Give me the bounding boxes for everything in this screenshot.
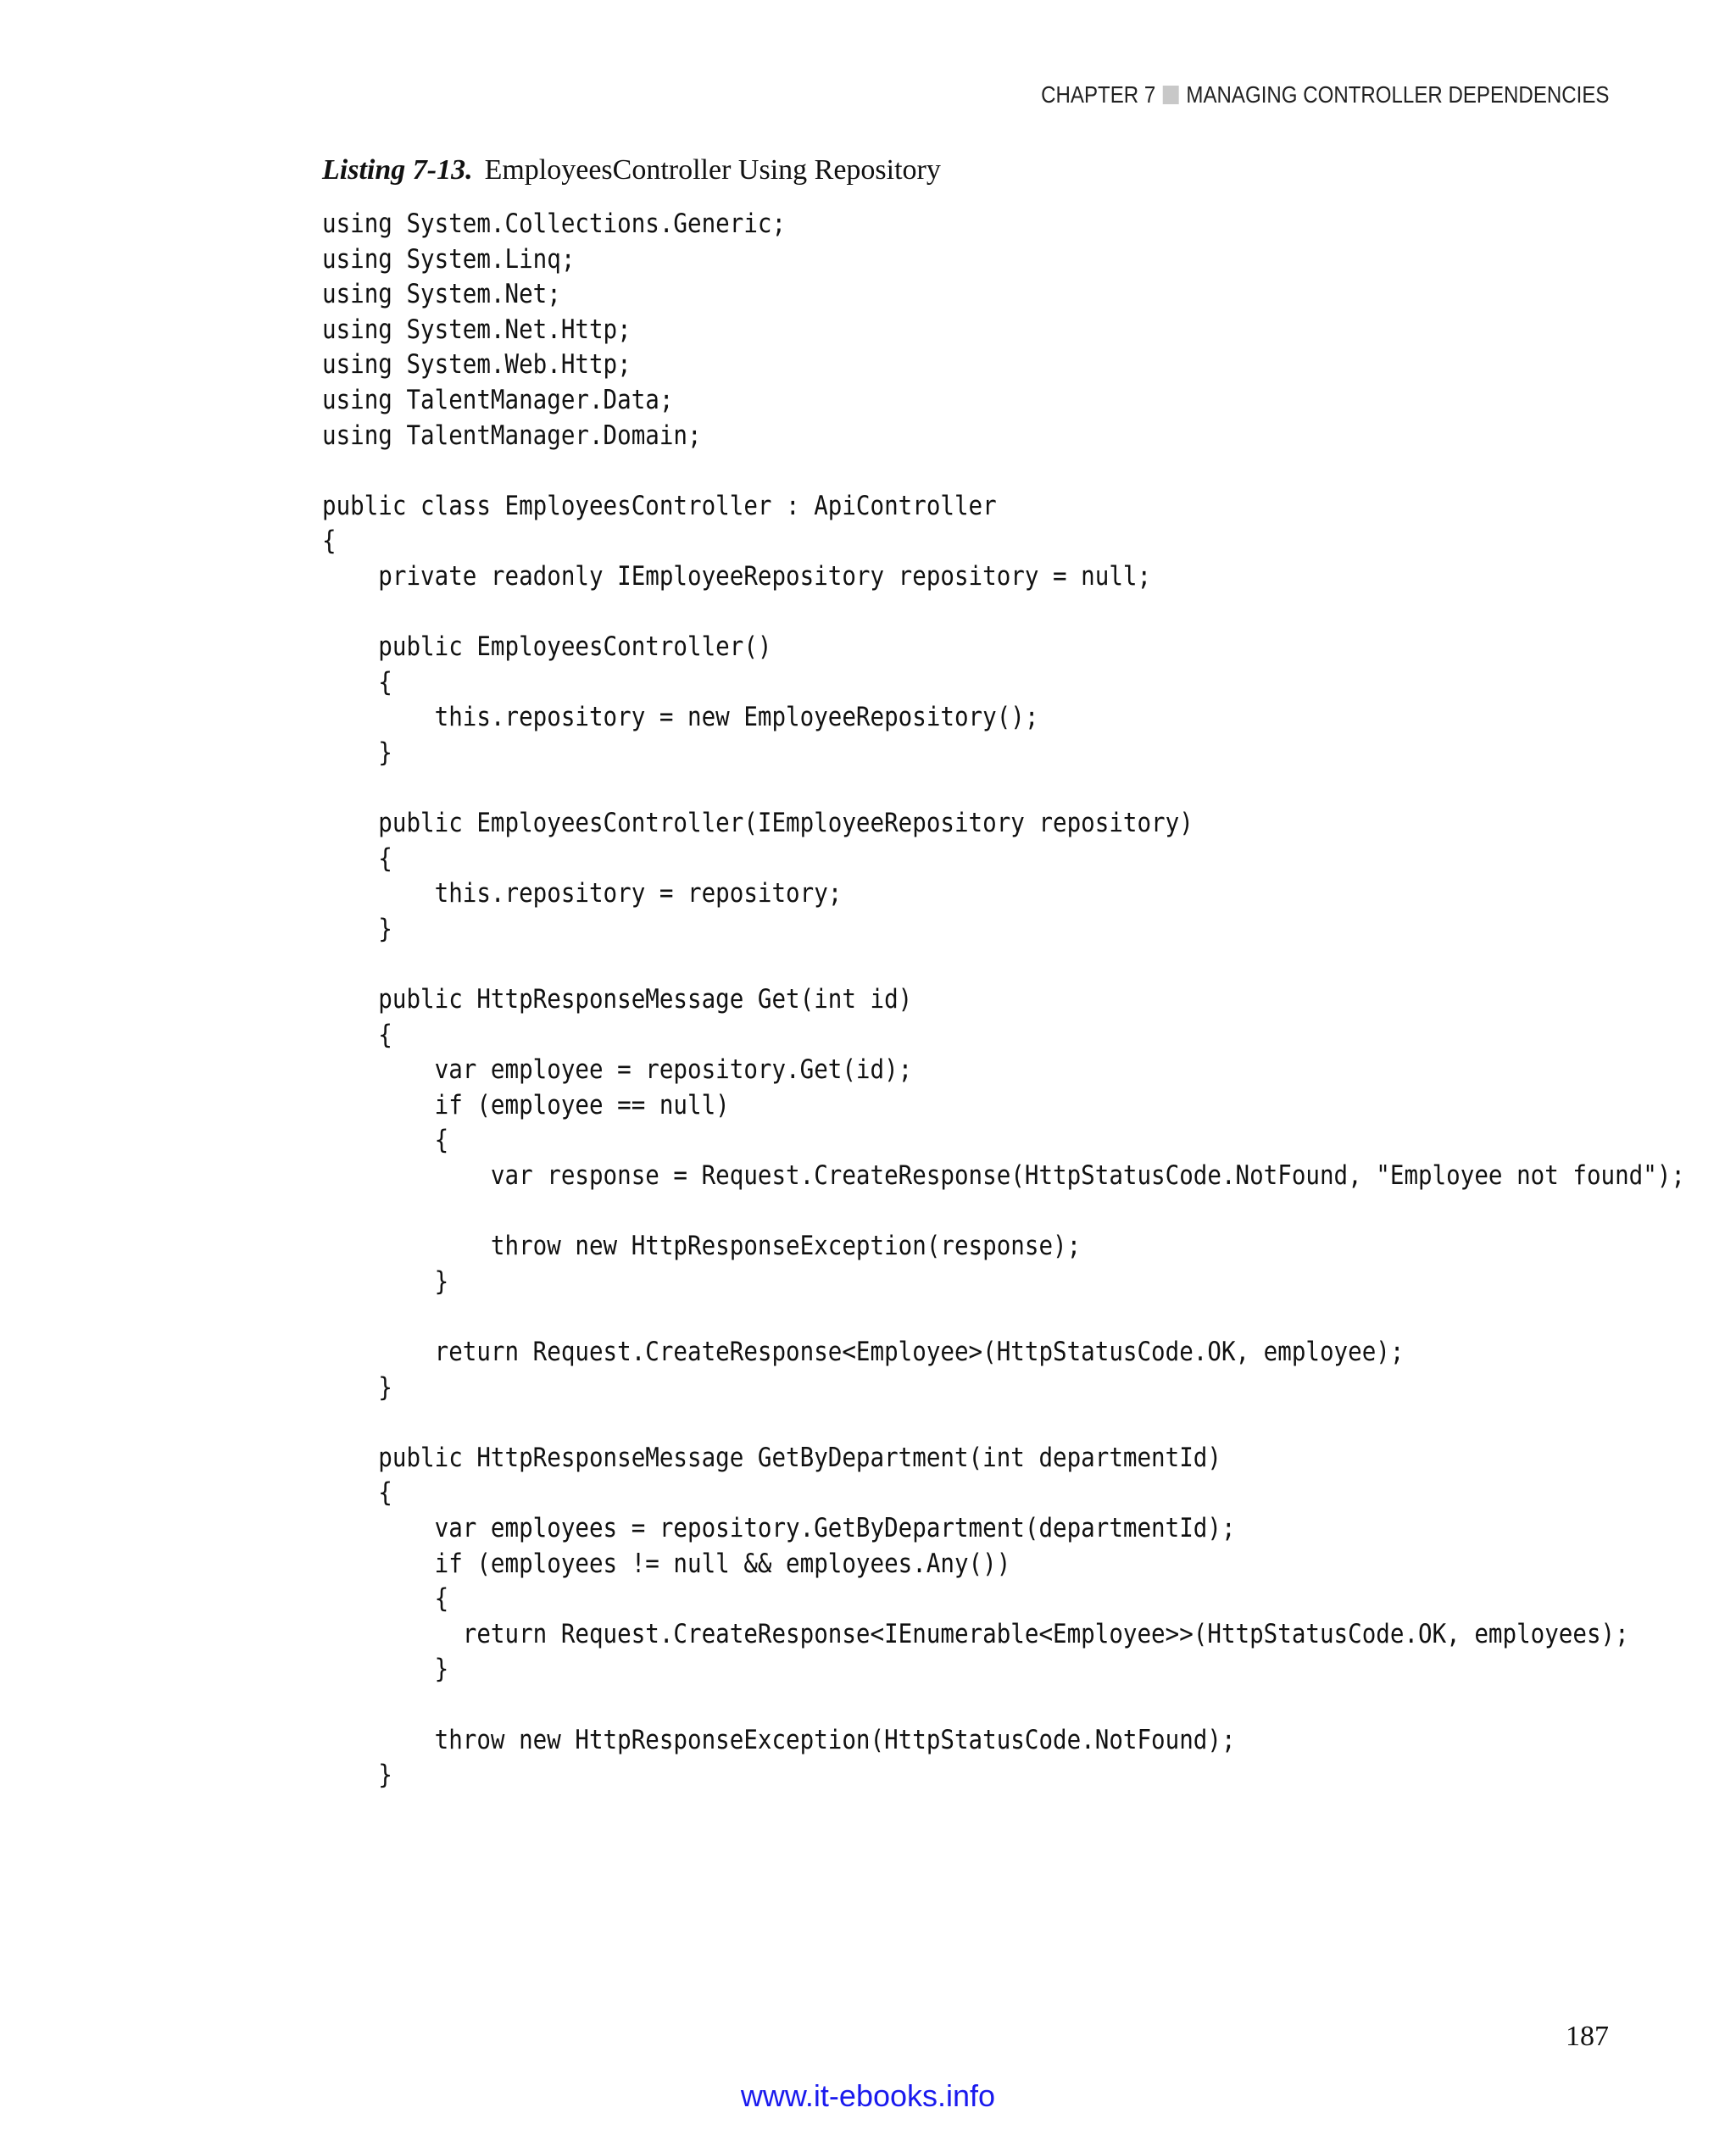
code-line — [322, 771, 1685, 807]
code-line: this.repository = repository; — [322, 878, 843, 909]
code-line: private readonly IEmployeeRepository repository = null; — [322, 560, 1152, 592]
code-line — [322, 1688, 1685, 1723]
code-line: var response = Request.CreateResponse(HttpStatusCode.NotFound, "Employee not found"); — [322, 1160, 1685, 1192]
header-separator-square-icon — [1162, 86, 1178, 104]
code-line: { — [322, 666, 392, 698]
code-line: if (employees != null && employees.Any()) — [322, 1548, 1011, 1579]
code-line: public class EmployeesController : ApiController — [322, 490, 997, 521]
code-line: public EmployeesController(IEmployeeRepository repository) — [322, 808, 1194, 839]
code-line: using TalentManager.Data; — [322, 384, 674, 415]
code-line: public HttpResponseMessage Get(int id) — [322, 984, 913, 1015]
code-line — [322, 947, 1685, 982]
code-line: return Request.CreateResponse<Employee>(HttpStatusCode.OK, employee); — [322, 1337, 1405, 1367]
code-line: using System.Linq; — [322, 243, 576, 275]
code-line: { — [322, 1125, 449, 1156]
code-line: using System.Collections.Generic; — [322, 209, 787, 239]
code-line: } — [322, 1760, 392, 1791]
code-line — [322, 1405, 1685, 1441]
code-line — [322, 595, 1685, 631]
code-line: { — [322, 1477, 392, 1509]
code-line: } — [322, 1371, 392, 1403]
code-line: using System.Web.Http; — [322, 349, 632, 381]
code-line: using TalentManager.Domain; — [322, 420, 702, 451]
code-line: return Request.CreateResponse<IEnumerable<Employee>>(HttpStatusCode.OK, employees); — [322, 1618, 1629, 1649]
code-line: var employee = repository.Get(id); — [322, 1054, 913, 1086]
code-line — [322, 1194, 1685, 1230]
code-line: { — [322, 842, 392, 874]
running-header — [1041, 81, 1609, 108]
code-line: { — [322, 1583, 449, 1615]
footer-website-link[interactable]: www.it-ebooks.info — [740, 2078, 996, 2113]
code-line: } — [322, 737, 392, 768]
code-listing — [322, 207, 1685, 1793]
chapter-title: MANAGING CONTROLLER DEPENDENCIES — [1185, 81, 1609, 108]
code-line: } — [322, 913, 392, 944]
code-line: this.repository = new EmployeeRepository(); — [322, 702, 1039, 733]
code-line — [322, 1299, 1685, 1335]
listing-caption — [322, 154, 941, 186]
code-line: } — [322, 1265, 449, 1297]
code-line: using System.Net.Http; — [322, 314, 632, 345]
code-line: if (employee == null) — [322, 1089, 730, 1121]
code-line: throw new HttpResponseException(HttpStatusCode.NotFound); — [322, 1724, 1236, 1755]
code-line: } — [322, 1654, 449, 1685]
code-line: throw new HttpResponseException(response); — [322, 1231, 1082, 1262]
code-line: using System.Net; — [322, 279, 561, 310]
code-line: var employees = repository.GetByDepartment(departmentId); — [322, 1512, 1236, 1543]
listing-label: Listing 7-13. — [322, 154, 473, 186]
chapter-number: CHAPTER 7 — [1040, 81, 1155, 108]
code-line: public HttpResponseMessage GetByDepartment(int departmentId) — [322, 1442, 1221, 1473]
listing-title: EmployeesController Using Repository — [484, 154, 941, 186]
code-line: { — [322, 1019, 392, 1050]
code-line — [322, 453, 1685, 489]
code-line: public EmployeesController() — [322, 631, 772, 663]
code-line: { — [322, 526, 337, 557]
page-number: 187 — [1566, 2021, 1609, 2052]
